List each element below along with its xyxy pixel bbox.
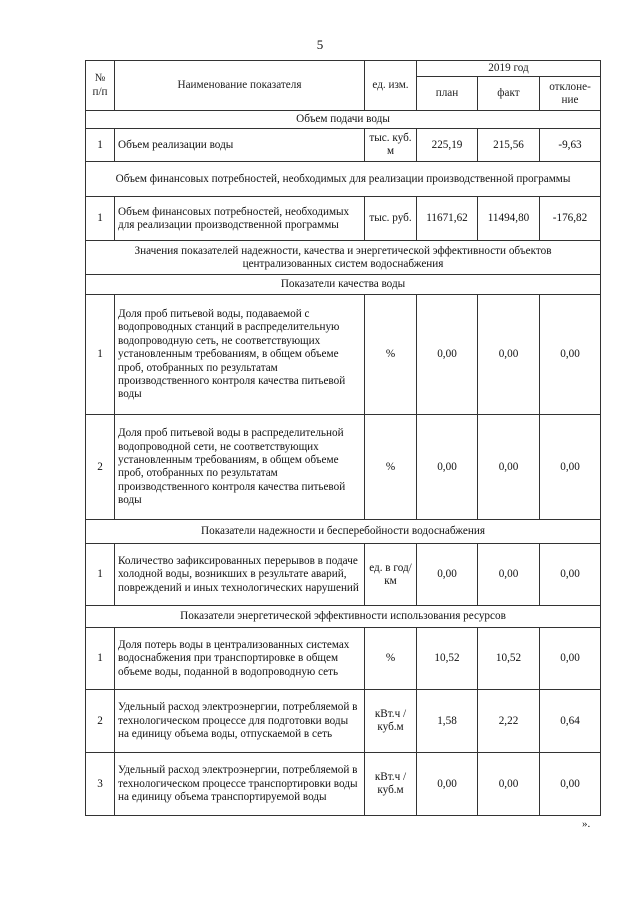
- section-row: [86, 241, 601, 275]
- row-name: Объем реализации воды: [115, 129, 365, 162]
- section-energy-efficiency: Показатели энергетической эффективности использования ресурсов: [86, 606, 601, 628]
- header-year: 2019 год: [417, 61, 601, 77]
- row-deviation: 0,00: [540, 628, 601, 690]
- row-unit: тыс. куб. м: [365, 129, 417, 162]
- row-name: Доля потерь воды в централизованных системах водоснабжения при транспортировке в общем объеме воды, поданной в водопроводную сеть: [115, 628, 365, 690]
- table-row: [86, 295, 601, 415]
- section-water-quality: Показатели качества воды: [86, 275, 601, 295]
- row-name: Доля проб питьевой воды, подаваемой с водопроводных станций в распределительную водопроводную сеть, не соответствующих установленным требованиям, в общем объеме проб, отобранных по результатам производственного контроля качества питьевой воды: [115, 295, 365, 415]
- row-fact: 10,52: [478, 628, 540, 690]
- row-name: Удельный расход электроэнергии, потребляемой в технологическом процессе транспортировки воды на единицу объема транспортируемой воды: [115, 753, 365, 816]
- row-name: Доля проб питьевой воды в распределительной водопроводной сети, не соответствующих установленным требованиям, в общем объеме проб, отобранных по результатам производственного контроля качества питьевой воды: [115, 415, 365, 520]
- header-plan: план: [417, 77, 478, 111]
- row-deviation: -176,82: [540, 197, 601, 241]
- row-unit: тыс. руб.: [365, 197, 417, 241]
- row-unit: %: [365, 415, 417, 520]
- header-deviation: отклоне-ние: [540, 77, 601, 111]
- section-row: [86, 520, 601, 544]
- row-fact: 0,00: [478, 753, 540, 816]
- section-reliability: Показатели надежности и бесперебойности водоснабжения: [86, 520, 601, 544]
- row-unit: ед. в год/ км: [365, 544, 417, 606]
- closing-quote: ».: [582, 818, 591, 830]
- row-num: 1: [86, 295, 115, 415]
- row-unit: кВт.ч / куб.м: [365, 690, 417, 753]
- row-name: Количество зафиксированных перерывов в подаче холодной воды, возникших в результате аварий, повреждений и иных технологических нарушений: [115, 544, 365, 606]
- row-fact: 0,00: [478, 544, 540, 606]
- row-plan: 0,00: [417, 753, 478, 816]
- row-deviation: 0,64: [540, 690, 601, 753]
- row-num: 3: [86, 753, 115, 816]
- row-num: 1: [86, 197, 115, 241]
- row-plan: 0,00: [417, 295, 478, 415]
- table-row: [86, 690, 601, 753]
- row-num: 1: [86, 628, 115, 690]
- row-fact: 0,00: [478, 295, 540, 415]
- row-deviation: 0,00: [540, 295, 601, 415]
- header-fact: факт: [478, 77, 540, 111]
- row-plan: 225,19: [417, 129, 478, 162]
- header-name: Наименование показателя: [115, 61, 365, 111]
- row-unit: %: [365, 295, 417, 415]
- table-row: [86, 544, 601, 606]
- row-plan: 0,00: [417, 415, 478, 520]
- row-unit: кВт.ч / куб.м: [365, 753, 417, 816]
- row-num: 1: [86, 129, 115, 162]
- row-deviation: 0,00: [540, 753, 601, 816]
- row-fact: 2,22: [478, 690, 540, 753]
- row-fact: 11494,80: [478, 197, 540, 241]
- section-row: [86, 111, 601, 129]
- row-name: Удельный расход электроэнергии, потребляемой в технологическом процессе для подготовки воды на единицу объема воды, отпускаемой в сеть: [115, 690, 365, 753]
- header-unit: ед. изм.: [365, 61, 417, 111]
- row-num: 2: [86, 415, 115, 520]
- row-num: 2: [86, 690, 115, 753]
- header-row: [86, 61, 601, 77]
- row-plan: 11671,62: [417, 197, 478, 241]
- table-row: [86, 753, 601, 816]
- table-row: [86, 129, 601, 162]
- section-financial-needs: Объем финансовых потребностей, необходимых для реализации производственной программы: [86, 162, 601, 197]
- table-row: [86, 628, 601, 690]
- section-row: [86, 606, 601, 628]
- table-row: [86, 415, 601, 520]
- row-fact: 215,56: [478, 129, 540, 162]
- section-water-supply: Объем подачи воды: [86, 111, 601, 129]
- section-row: [86, 275, 601, 295]
- header-num: № п/п: [86, 61, 115, 111]
- row-unit: %: [365, 628, 417, 690]
- row-deviation: 0,00: [540, 415, 601, 520]
- row-deviation: 0,00: [540, 544, 601, 606]
- row-num: 1: [86, 544, 115, 606]
- row-name: Объем финансовых потребностей, необходимых для реализации производственной программы: [115, 197, 365, 241]
- row-deviation: -9,63: [540, 129, 601, 162]
- section-row: [86, 162, 601, 197]
- row-plan: 1,58: [417, 690, 478, 753]
- row-fact: 0,00: [478, 415, 540, 520]
- table-row: [86, 197, 601, 241]
- page-number: 5: [316, 37, 324, 52]
- row-plan: 10,52: [417, 628, 478, 690]
- indicators-table: [85, 60, 601, 816]
- row-plan: 0,00: [417, 544, 478, 606]
- section-reliability-quality-efficiency: Значения показателей надежности, качества и энергетической эффективности объектов централизованных систем водоснабжения: [86, 241, 601, 275]
